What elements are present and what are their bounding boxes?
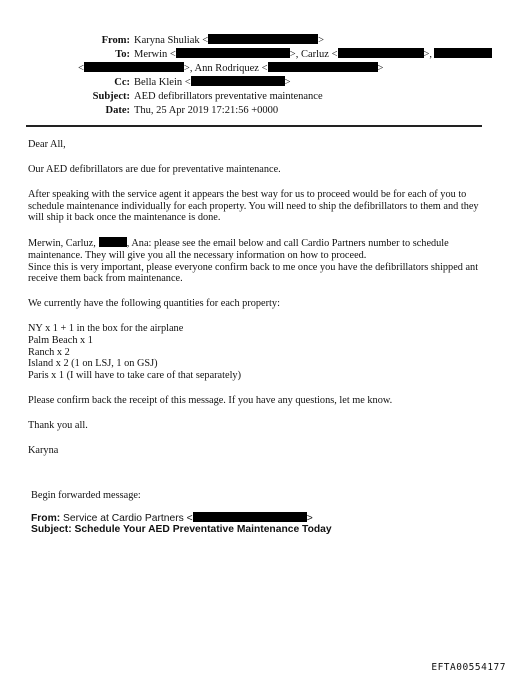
- cc-label: Cc:: [114, 77, 130, 88]
- paragraph-line: maintenance. They will give you all the necessary information on how to proceed.: [28, 250, 367, 262]
- redaction-box: [268, 62, 378, 72]
- list-item: Island x 2 (1 on LSJ, 1 on GSJ): [28, 358, 158, 370]
- header-divider: [26, 125, 482, 127]
- forwarded-subject-label: Subject:: [31, 524, 72, 535]
- redaction-box: [193, 512, 307, 522]
- subject-label: Subject:: [92, 91, 130, 102]
- redaction-box: [99, 237, 127, 247]
- bates-number: EFTA00554177: [431, 662, 506, 673]
- redaction-box: [191, 76, 285, 86]
- subject-value: AED defibrillators preventative maintenance: [134, 91, 323, 102]
- list-item: Paris x 1 (I will have to take care of that separately): [28, 369, 242, 381]
- date-value: Thu, 25 Apr 2019 17:21:56 +0000: [134, 105, 279, 116]
- redaction-box: [208, 34, 318, 44]
- forwarded-from-row: From: Service at Cardio Partners < >: [31, 513, 313, 524]
- paragraph: Our AED defibrillators are due for preventative maintenance.: [28, 164, 281, 176]
- forwarded-from-value: Service at Cardio Partners <: [63, 513, 193, 524]
- closing: Thank you all.: [28, 420, 88, 431]
- forwarded-from-label: From:: [31, 513, 61, 524]
- paragraph-line: will ship it back once the maintenance is done.: [28, 212, 221, 224]
- paragraph-line: receive them back from maintenance.: [28, 273, 183, 285]
- list-item: Ranch x 2: [28, 346, 70, 358]
- redaction-box: [176, 48, 290, 58]
- to-value: Merwin <: [134, 49, 176, 60]
- cc-value: Bella Klein <: [134, 77, 191, 88]
- from-label: From:: [101, 35, 130, 46]
- from-value: Karyna Shuliak <: [134, 35, 209, 46]
- redaction-box: [338, 48, 424, 58]
- redaction-box: [434, 48, 492, 58]
- to-label: To:: [115, 49, 130, 60]
- paragraph: We currently have the following quantities for each property:: [28, 298, 280, 310]
- forwarded-subject-row: [31, 524, 332, 535]
- signature: Karyna: [28, 445, 59, 457]
- list-item: Palm Beach x 1: [28, 335, 93, 347]
- paragraph-line: schedule maintenance individually for each property. You will need to ship the defibrillators to them and they: [28, 200, 479, 212]
- forwarded-intro: Begin forwarded message:: [31, 490, 141, 501]
- email-body: [28, 139, 488, 457]
- paragraph-line: Since this is very important, please everyone confirm back to me once you have the defibrillators shipped ant: [28, 261, 479, 273]
- greeting: Dear All,: [28, 139, 66, 150]
- forwarded-subject-value: Schedule Your AED Preventative Maintenance Today: [74, 524, 332, 535]
- paragraph-line: Merwin, Carluz, , Ana: please see the email below and call Cardio Partners number to schedule: [28, 238, 449, 250]
- date-label: Date:: [105, 105, 130, 116]
- paragraph-line: After speaking with the service agent it appears the best way for us to proceed would be for each of you to: [28, 189, 467, 201]
- list-item: NY x 1 + 1 in the box for the airplane: [28, 323, 184, 335]
- paragraph: Please confirm back the receipt of this message. If you have any questions, let me know.: [28, 394, 393, 406]
- redaction-box: [84, 62, 184, 72]
